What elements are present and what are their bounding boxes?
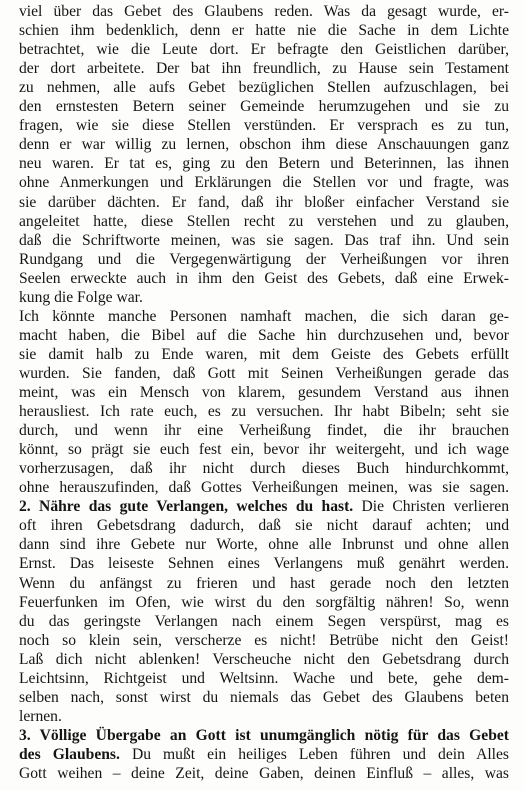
section-heading: 2. Nähre das gute Verlangen, welches du hast. (19, 498, 354, 516)
text-line (19, 307, 509, 327)
text-line (19, 231, 509, 251)
line-text: herausliest. Ich rate euch, es zu versuchen. Ihr habt Bibeln; seht sie (19, 403, 509, 421)
text-line (19, 59, 509, 79)
text-line (19, 554, 509, 574)
text-line (19, 421, 509, 441)
text-line (19, 97, 509, 117)
line-text: oft ihren Gebetsdrang dadurch, daß sie nicht darauf achten; und (19, 517, 509, 535)
text-line (19, 593, 509, 613)
line-text: angeleitet hatte, diese Stellen recht zu verstehen und zu glauben, (19, 212, 509, 230)
line-text: der dort arbeitete. Der bat ihn freundlich, zu Hause sein Testament (19, 60, 509, 78)
line-text: Laß dich nicht ablenken! Verscheuche nicht den Gebetsdrang durch (19, 650, 509, 668)
text-line (19, 478, 509, 498)
line-text: schien ihm bedenklich, denn er hatte nie die Sache in dem Lichte (19, 22, 509, 40)
text-line (19, 459, 509, 479)
line-text: den ernstesten Betern seiner Gemeinde herumzugehen und sie zu (19, 98, 509, 116)
line-text: betrachtet, wie die Leute dort. Er befragte den Geistlichen darüber, (19, 41, 509, 59)
line-text: macht haben, die Bibel auf die Sache hin durchzusehen und, bevor (19, 326, 509, 344)
section-heading: des Glaubens. (19, 745, 120, 763)
text-line (19, 497, 509, 517)
line-text: selben nach, sonst wirst du niemals das Gebet des Glaubens beten (19, 688, 509, 706)
text-line (19, 574, 509, 594)
line-text: noch so klein sein, verscherze es nicht! Betrübe nicht den Geist! (19, 631, 509, 649)
line-text: Seelen erweckte auch in ihm den Geist des Gebets, daß eine Erwek- (19, 269, 509, 287)
line-text: sie darüber dächten. Er fand, daß ihr bloßer einfacher Verstand sie (19, 193, 509, 211)
line-text: denn er war willig zu lernen, obschon ihm diese Anschauungen ganz (19, 136, 509, 154)
text-line (19, 345, 509, 365)
line-text: neu waren. Er tat es, ging zu den Betern und Beterinnen, las ihnen (19, 155, 509, 173)
text-line (19, 745, 509, 765)
text-line (19, 535, 509, 555)
line-text: zu nehmen, alle aufs Gebet bezüglichen Stellen aufzuschlagen, bei (19, 79, 509, 97)
line-text: ohne herauszufinden, daß Gottes Verheißungen meinen, was sie sagen. (19, 479, 509, 497)
line-text: Die Christen verlieren (353, 498, 509, 516)
text-line (19, 402, 509, 422)
line-text: Du mußt ein heiliges Leben führen und dein Alles (119, 745, 509, 763)
text-line (19, 250, 509, 270)
line-text: könnt, so prägt sie euch fest ein, bevor ihr weitergeht, und ich wage (19, 441, 509, 459)
text-line (19, 764, 509, 784)
line-text: meint, was ein Mensch von klarem, gesundem Verstand aus ihnen (19, 384, 509, 401)
line-text: daß die Schriftworte meinen, was sie sagen. Das traf ihn. Und sein (19, 231, 509, 249)
text-line (19, 440, 509, 460)
text-line (19, 288, 509, 308)
text-line (19, 154, 509, 174)
section-heading: 3. Völlige Übergabe an Gott ist unumgänglich nötig für das Gebet (19, 726, 509, 744)
line-text: Leichtsinn, Richtgeist und Weltsinn. Wache und bete, gehe dem- (19, 669, 509, 687)
line-text: kung die Folge war. (19, 288, 143, 306)
text-line (19, 269, 509, 289)
text-line (19, 707, 509, 727)
line-text: sie damit halb zu Ende waren, mit dem Geiste des Gebets erfüllt (19, 345, 509, 363)
line-text: viel über das Gebet des Glaubens reden. Was da gesagt wurde, er- (19, 3, 509, 20)
text-line (19, 364, 509, 384)
line-text: Rundgang und die Vergegenwärtigung der Verheißungen vor ihren (19, 250, 509, 268)
text-line (19, 326, 509, 346)
text-line (19, 193, 509, 213)
line-text: wurden. Sie fanden, daß Gott mit Seinen Verheißungen gerade das (19, 364, 509, 382)
line-text: durch, und wenn ihr eine Verheißung findet, die ihr brauchen (19, 422, 509, 440)
text-line (19, 212, 509, 232)
text-line (19, 135, 509, 155)
line-text: Ernst. Das leiseste Sehnen eines Verlangens muß genährt werden. (19, 555, 509, 573)
text-line (19, 383, 509, 403)
text-line (19, 650, 509, 670)
text-line (19, 116, 509, 136)
line-text: dann sind ihre Gebete nur Worte, ohne alle Inbrunst und ohne allen (19, 536, 509, 554)
line-text: Wenn du anfängst zu frieren und hast gerade noch den letzten (19, 574, 509, 592)
line-text: ohne Anmerkungen und Erklärungen die Stellen vor und fragte, was (19, 174, 509, 192)
line-text: du das geringste Verlangen nach einem Segen verspürst, mag es (19, 612, 509, 630)
text-line (19, 173, 509, 193)
line-text: Ich könnte manche Personen namhaft machen, die sich daran ge- (19, 307, 509, 325)
text-line (19, 688, 509, 708)
line-text: fragen, wie sie diese Stellen verstünden. Er versprach es zu tun, (19, 117, 509, 135)
line-text: vorherzusagen, daß ihr nicht durch dieses Buch hindurchkommt, (19, 460, 509, 478)
text-line (19, 726, 509, 746)
line-text: Feuerfunken im Ofen, wie wirst du den sorgfältig nähren! So, wenn (19, 593, 509, 611)
line-text: Gott weihen – deine Zeit, deine Gaben, deinen Einfluß – alles, was (19, 765, 509, 782)
text-line (19, 516, 509, 536)
text-line (19, 2, 509, 22)
line-text: lernen. (19, 707, 62, 725)
text-line (19, 40, 509, 60)
text-line (19, 612, 509, 632)
text-line (19, 631, 509, 651)
text-line (19, 21, 509, 41)
text-line (19, 669, 509, 689)
text-line (19, 78, 509, 98)
